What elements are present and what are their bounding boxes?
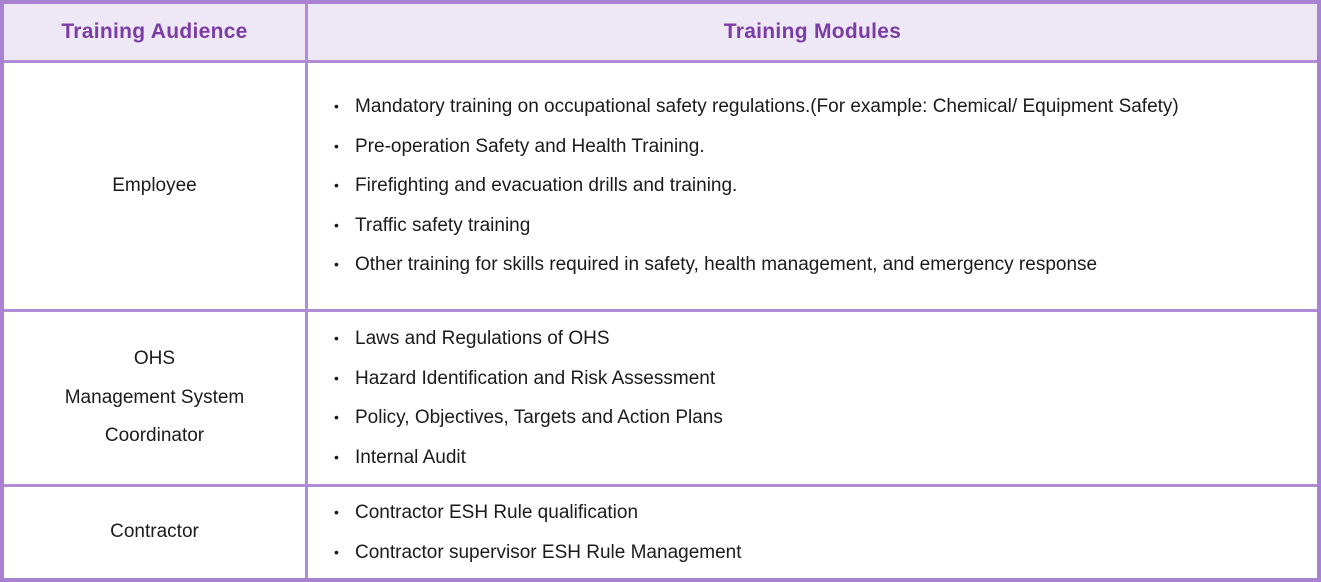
bullet-icon: • [334,98,339,115]
module-text: Firefighting and evacuation drills and training. [355,175,738,197]
bullet-icon: • [334,504,339,520]
modules-cell-contractor [308,487,1317,578]
module-text: Laws and Regulations of OHS [355,328,610,349]
module-text: Other training for skills required in safety, health management, and emergency response [355,254,1098,276]
header-training-modules [308,4,1317,60]
module-text: Pre-operation Safety and Health Training. [355,135,705,157]
list-item [328,359,1257,399]
list-item [328,87,1257,127]
module-text: Hazard Identification and Risk Assessment [355,367,716,389]
bullet-icon: • [334,216,339,233]
list-item [328,319,1257,359]
list-item [328,127,1257,167]
audience-label: Employee [112,174,197,196]
module-text: Policy, Objectives, Targets and Action Plans [355,407,723,428]
list-item [328,206,1257,246]
module-text: Mandatory training on occupational safety regulations.(For example: Chemical/ Equipment Safety) [355,96,1179,118]
list-item [328,166,1257,206]
audience-cell-contractor [4,487,305,578]
bullet-icon: • [334,256,339,273]
audience-label: OHS [133,348,176,370]
audience-label: Management System [64,386,245,408]
bullet-icon: • [334,543,339,560]
modules-cell-ohs-coordinator [308,312,1317,484]
module-text: Contractor ESH Rule qualification [355,502,639,523]
modules-cell-employee [308,63,1317,309]
bullet-icon: • [334,369,339,386]
list-item [328,533,1257,573]
bullet-icon: • [334,409,339,425]
bullet-icon: • [334,448,339,465]
audience-cell-ohs-coordinator [4,312,305,484]
audience-cell-employee [4,63,305,309]
header-training-audience-label: Training Audience [61,20,248,43]
module-text: Internal Audit [355,446,466,468]
module-text: Contractor supervisor ESH Rule Management [355,541,742,563]
header-training-modules-label: Training Modules [723,20,902,43]
list-item [328,438,1257,478]
bullet-icon: • [334,137,339,154]
list-item [328,245,1257,285]
audience-label: Contractor [110,521,199,543]
bullet-icon: • [334,330,339,346]
audience-label: Coordinator [104,425,205,447]
module-text: Traffic safety training [355,214,531,236]
list-item [328,493,1257,533]
bullet-icon: • [334,177,339,194]
header-training-audience [4,4,305,60]
list-item [328,398,1257,438]
